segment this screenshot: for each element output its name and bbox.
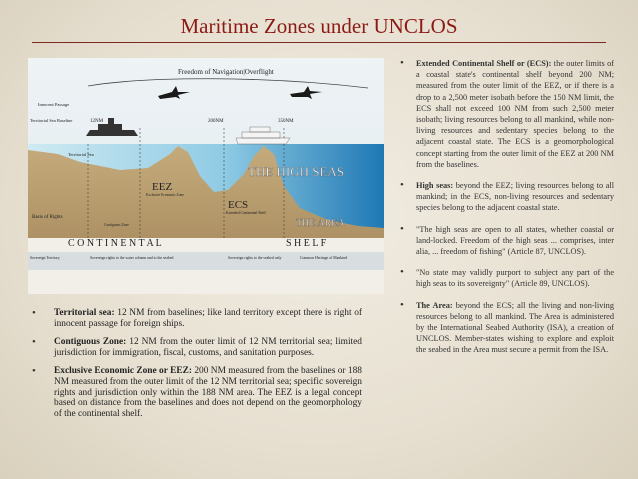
item-text: 12 NM from the outer limit of 12 NM territorial sea; limited jurisdiction for immigration, fiscal, customs, and sanitation purposes. xyxy=(54,337,362,358)
bullet-icon: • xyxy=(400,222,404,235)
item-text: beyond the ECS; all the living and non-living resources belong to all mankind. The Area is administered by the International Seabed Authority (ISA), a creation of UNCLOS. Member-states wishing to explore and exploit the seabed in the Area must secure a permit from the ISA. xyxy=(416,300,614,355)
contiguous-zone-label: Contiguous Zone xyxy=(104,223,129,227)
eez-label: EEZ xyxy=(152,181,173,193)
ecs-sublabel: Extended Continental Shelf xyxy=(226,211,266,215)
territorial-sea-item xyxy=(32,308,362,329)
item-head: Territorial sea: xyxy=(54,308,115,318)
innocent-passage-label: Innocent Passage xyxy=(38,102,70,107)
baseline-label: Territorial Sea Baseline xyxy=(30,118,73,123)
article-89-quote xyxy=(400,267,614,289)
legend-sovereign-territory: Sovereign Territory xyxy=(30,256,60,260)
the-area-label: THE AREA xyxy=(296,218,345,229)
title-divider xyxy=(32,42,606,43)
high-seas-label: THE HIGH SEAS xyxy=(248,164,345,179)
item-head: Exclusive Economic Zone or EEZ: xyxy=(54,366,192,377)
ecs-item xyxy=(400,58,614,170)
bullet-icon: • xyxy=(400,266,404,279)
legend-common-heritage: Common Heritage of Mankind xyxy=(300,256,347,260)
legend-water-seabed: Sovereign rights to the water column and to the seabed xyxy=(90,256,174,260)
eez-sublabel: Exclusive Economic Zone xyxy=(146,193,184,197)
bullet-icon: • xyxy=(32,336,36,349)
bullet-icon: • xyxy=(32,307,36,319)
nm12-label: 12NM xyxy=(90,119,104,124)
bullet-icon: • xyxy=(400,57,404,69)
item-text: the outer limits of a coastal state's continental shelf beyond 200 NM; measured from the outer limit of the EEZ, or if there is a drop to a 2,500 meter isobath before the 150 NM limit, the ECS shall not exceed 100 NM from such 2,500 meter isobath; living resources belong to all mankind, while non-living resources and sedentary species belong to the adjacent coastal state. The ECS is a geomorphological concept starting from the outer limit of the EEZ at 200 NM from the baselines. xyxy=(416,59,614,169)
nm350-label: 350NM xyxy=(278,119,294,124)
bullet-icon: • xyxy=(400,298,404,311)
legend-seabed-only: Sovereign rights to the seabed only xyxy=(228,256,282,260)
item-text: "The high seas are open to all states, whether coastal or land-locked. Freedom of the high seas ... comprises, inter alia, ... freedom of fishing" (Article 87, UNCLOS). xyxy=(416,224,614,257)
eez-item xyxy=(32,366,362,419)
legend-bar xyxy=(28,252,384,270)
maritime-zones-diagram xyxy=(28,58,384,294)
nm200-label: 200NM xyxy=(208,119,224,124)
item-head: The Area: xyxy=(416,300,453,310)
freedom-label: Freedom of Navigation|Overflight xyxy=(178,68,274,76)
left-definitions xyxy=(32,308,362,427)
item-head: Contiguous Zone: xyxy=(54,337,127,348)
item-text: 200 NM measured from the baselines or 188 NM measured from the outer limit of the 12 NM territorial sea; specific sovereign rights and jurisdiction only within the 188 NM area. The EEZ is a legal concept based on distance from the baselines and does not depend on the geomorphology of the continental shelf. xyxy=(54,366,362,419)
item-text: beyond the EEZ; living resources belong to all mankind; in the ECS, non-living resources and sedentary species belong to the adjacent coastal state. xyxy=(416,181,614,213)
the-area-item xyxy=(400,300,614,356)
ecs-label: ECS xyxy=(228,199,249,211)
right-definitions xyxy=(400,58,614,366)
high-seas-item xyxy=(400,180,614,214)
basis-of-rights-label: Basis of Rights xyxy=(32,215,63,220)
item-text: 12 NM from baselines; like land territory except there is right of innocent passage for foreign ships. xyxy=(54,308,363,329)
territorial-sea-label: Territorial Sea xyxy=(68,152,94,157)
item-head: Extended Continental Shelf or (ECS): xyxy=(416,59,552,68)
bullet-icon: • xyxy=(32,365,36,378)
shelf-label: S H E L F xyxy=(286,238,327,249)
article-87-quote xyxy=(400,224,614,258)
contiguous-zone-item xyxy=(32,337,362,358)
diagram-svg xyxy=(28,58,384,294)
item-text: "No state may validly purport to subject any part of the high seas to its sovereignty" (Article 89, UNCLOS). xyxy=(416,268,614,289)
bullet-icon: • xyxy=(400,179,404,192)
page-title: Maritime Zones under UNCLOS xyxy=(180,14,458,38)
continental-label: C O N T I N E N T A L xyxy=(68,238,162,249)
item-head: High seas: xyxy=(416,181,454,191)
